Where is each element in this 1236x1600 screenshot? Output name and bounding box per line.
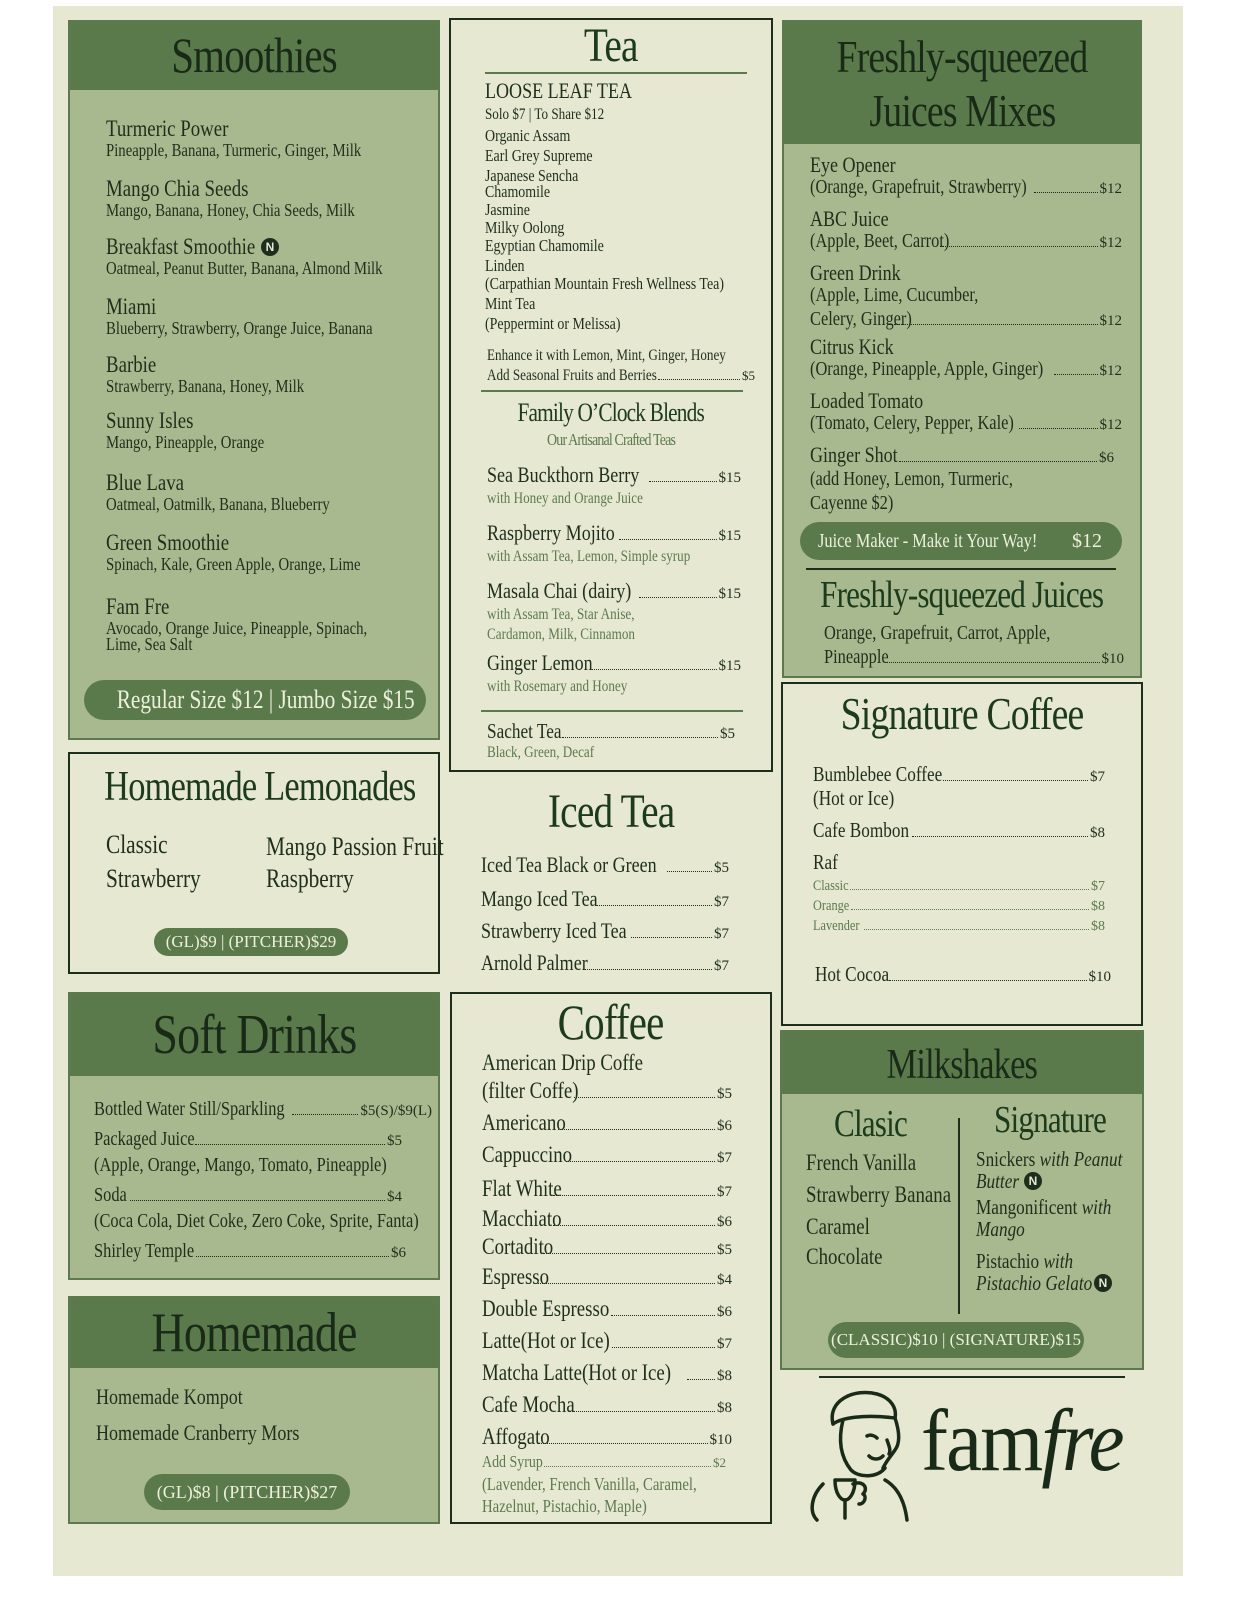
loose-leaf-item: Chamomile (485, 182, 551, 201)
loose-leaf-item: Milky Oolong (485, 218, 565, 237)
smoothie-name: Miami (106, 294, 157, 319)
loose-leaf-item: Mint Tea (485, 294, 536, 313)
smoothie-name: Green Smoothie (106, 530, 230, 555)
tea-title: Tea (584, 19, 638, 72)
signature-shake: Mangonificent with (976, 1195, 1112, 1219)
person-drinking-icon (803, 1384, 921, 1524)
juice-row: Celery, Ginger) $12 (810, 308, 1122, 330)
juice-maker-button[interactable]: Juice Maker - Make it Your Way! $12 (800, 522, 1122, 560)
juice-ingredients: (Apple, Lime, Cucumber, (810, 284, 979, 306)
smoothies-section (68, 20, 440, 740)
soft-drink-note: (Coca Cola, Diet Coke, Zero Coke, Sprite, Fanta) (94, 1210, 419, 1232)
loose-leaf-price: Solo $7 | To Share $12 (485, 106, 605, 123)
juice-name: Loaded Tomato (810, 388, 924, 413)
signature-shake: Pistachio with (976, 1249, 1074, 1273)
raf-heading: Raf (813, 850, 838, 874)
classic-shake: Caramel (806, 1214, 870, 1239)
classic-shake: French Vanilla (806, 1150, 917, 1175)
menu-page (53, 6, 1183, 1576)
tea-enhance: Enhance it with Lemon, Mint, Ginger, Honey (487, 347, 726, 364)
signature-shake: Mango (976, 1217, 1025, 1241)
blend-desc: with Assam Tea, Star Anise, (487, 606, 635, 623)
soft-drink-row: Packaged Juice $5 (94, 1128, 402, 1150)
homemade-price-pill: (GL)$8 | (PITCHER)$27 (144, 1474, 350, 1510)
nut-allergy-icon: N (1024, 1172, 1042, 1190)
milkshakes-signature-title: Signature (994, 1099, 1107, 1141)
coffee-title: Coffee (558, 994, 664, 1050)
sig-coffee-row: Bumblebee Coffee $7 (813, 762, 1105, 786)
coffee-first-line: American Drip Coffe (482, 1050, 643, 1075)
coffee-section (450, 992, 772, 1524)
juice-name: Eye Opener (810, 152, 896, 177)
smoothie-desc: Lime, Sea Salt (106, 634, 193, 654)
soft-drink-row: Bottled Water Still/Sparkling $5(S)/$9(L) (94, 1098, 432, 1120)
classic-shake: Strawberry Banana (806, 1182, 952, 1207)
blend-desc: with Honey and Orange Juice (487, 490, 643, 507)
loose-leaf-heading: LOOSE LEAF TEA (485, 78, 632, 103)
syrup-note: (Lavender, French Vanilla, Caramel, (482, 1474, 697, 1494)
juice-mixes-section (782, 20, 1142, 678)
fresh-juices-row: Pineapple $10 (824, 646, 1124, 668)
smoothie-desc: Strawberry, Banana, Honey, Milk (106, 376, 305, 396)
sachet-tea-row: Sachet Tea $5 (487, 719, 735, 743)
brand-logo (803, 1374, 1163, 1534)
signature-coffee-title: Signature Coffee (840, 688, 1084, 739)
smoothie-name: Blue Lava (106, 470, 185, 495)
lemonades-price-pill: (GL)$9 | (PITCHER)$29 (154, 928, 348, 956)
sig-coffee-row: Hot Cocoa $10 (815, 962, 1111, 986)
blends-subtitle: Our Artisanal Crafted Teas (546, 430, 676, 449)
coffee-row: Matcha Latte(Hot or Ice) $8 (482, 1360, 732, 1385)
loose-leaf-item: (Peppermint or Melissa) (485, 314, 621, 333)
lemonade-item: Raspberry (266, 864, 354, 893)
blend-row: Raspberry Mojito $15 (487, 520, 741, 545)
juice-name: Citrus Kick (810, 334, 894, 359)
coffee-row: Espresso $4 (482, 1264, 732, 1289)
blend-row: Masala Chai (dairy) $15 (487, 578, 741, 603)
milkshakes-title: Milkshakes (782, 1032, 1142, 1094)
coffee-row: Cappuccino $7 (482, 1142, 732, 1167)
raf-row: Lavender $8 (813, 918, 1105, 934)
smoothie-desc: Mango, Banana, Honey, Chia Seeds, Milk (106, 200, 355, 220)
lemonade-item: Mango Passion Fruit (266, 832, 444, 861)
blend-desc: with Assam Tea, Lemon, Simple syrup (487, 548, 691, 565)
loose-leaf-item: Jasmine (485, 200, 530, 219)
juice-name: Green Drink (810, 260, 901, 285)
juice-row: Ginger Shot $6 (810, 442, 1114, 467)
coffee-row: Affogato $10 (482, 1424, 732, 1449)
blend-desc: with Rosemary and Honey (487, 678, 628, 695)
homemade-section (68, 1296, 440, 1524)
loose-leaf-item: Earl Grey Supreme (485, 146, 593, 165)
raf-row: Orange $8 (813, 898, 1105, 914)
loose-leaf-item: Organic Assam (485, 126, 571, 145)
loose-leaf-item: (Carpathian Mountain Fresh Wellness Tea) (485, 274, 724, 293)
nut-allergy-icon: N (261, 238, 279, 256)
classic-shake: Chocolate (806, 1244, 883, 1269)
coffee-row: (filter Coffe) $5 (482, 1078, 732, 1103)
tea-section (449, 18, 773, 772)
juice-row: (Apple, Beet, Carrot) $12 (810, 230, 1122, 252)
sachet-tea-desc: Black, Green, Decaf (487, 744, 595, 761)
raf-row: Classic $7 (813, 878, 1105, 894)
juice-mixes-title: Freshly-squeezed Juices Mixes (784, 22, 1140, 144)
soft-drink-note: (Apple, Orange, Mango, Tomato, Pineapple) (94, 1154, 387, 1176)
homemade-title: Homemade (70, 1298, 438, 1368)
smoothie-desc: Pineapple, Banana, Turmeric, Ginger, Milk (106, 140, 362, 160)
juice-row: (Orange, Grapefruit, Strawberry) $12 (810, 176, 1122, 198)
soft-drink-row: Shirley Temple $6 (94, 1240, 406, 1262)
syrup-row: Add Syrup $2 (482, 1452, 726, 1471)
signature-shake: Butter N (976, 1170, 1029, 1192)
soft-drinks-section (68, 992, 440, 1280)
juice-row: (Orange, Pineapple, Apple, Ginger) $12 (810, 358, 1122, 380)
milkshakes-classic-title: Clasic (834, 1103, 907, 1145)
ginger-shot-note: Cayenne $2) (810, 492, 894, 514)
lemonades-title: Homemade Lemonades (104, 764, 416, 810)
smoothie-desc: Blueberry, Strawberry, Orange Juice, Banana (106, 318, 373, 338)
sig-coffee-row: Cafe Bombon $8 (813, 818, 1105, 842)
homemade-item: Homemade Kompot (96, 1384, 243, 1409)
blend-row: Sea Buckthorn Berry $15 (487, 462, 741, 487)
homemade-item: Homemade Cranberry Mors (96, 1420, 300, 1445)
coffee-row: Flat White $7 (482, 1176, 732, 1201)
iced-tea-row: Mango Iced Tea $7 (481, 886, 729, 911)
soft-drink-row: Soda $4 (94, 1184, 402, 1206)
smoothies-title: Smoothies (70, 22, 438, 90)
blend-row: Ginger Lemon $15 (487, 650, 741, 675)
iced-tea-row: Arnold Palmer $7 (481, 950, 729, 975)
sig-coffee-note: (Hot or Ice) (813, 786, 895, 810)
smoothies-price-pill: Regular Size $12 | Jumbo Size $15 (84, 680, 426, 720)
tea-add-seasonal: Add Seasonal Fruits and Berries $5 (487, 367, 755, 384)
smoothie-name: Fam Fre (106, 594, 170, 619)
smoothie-name: Sunny Isles (106, 408, 194, 433)
coffee-row: Cortadito $5 (482, 1234, 732, 1259)
milkshakes-section (780, 1030, 1144, 1370)
milkshakes-price-pill: (CLASSIC)$10 | (SIGNATURE)$15 (828, 1322, 1084, 1358)
smoothie-desc: Mango, Pineapple, Orange (106, 432, 265, 452)
iced-tea-section (449, 784, 773, 984)
coffee-row: Latte(Hot or Ice) $7 (482, 1328, 732, 1353)
smoothie-desc: Oatmeal, Oatmilk, Banana, Blueberry (106, 494, 330, 514)
signature-coffee-section (781, 682, 1143, 1026)
soft-drinks-title: Soft Drinks (70, 994, 438, 1076)
smoothie-desc: Spinach, Kale, Green Apple, Orange, Lime (106, 554, 361, 574)
ginger-shot-note: (add Honey, Lemon, Turmeric, (810, 468, 1014, 490)
iced-tea-row: Strawberry Iced Tea $7 (481, 918, 729, 943)
signature-shake: Pistachio Gelato N (976, 1272, 1118, 1294)
smoothie-name: Breakfast Smoothie N (106, 236, 288, 258)
coffee-row: Cafe Mocha $8 (482, 1392, 732, 1417)
coffee-row: Americano $6 (482, 1110, 732, 1135)
iced-tea-title: Iced Tea (547, 785, 675, 838)
iced-tea-row: Iced Tea Black or Green $5 (481, 852, 729, 877)
coffee-row: Macchiato $6 (482, 1206, 732, 1231)
signature-shake: Snickers with Peanut (976, 1147, 1123, 1171)
nut-allergy-icon: N (1094, 1274, 1112, 1292)
smoothie-name: Barbie (106, 352, 157, 377)
smoothie-desc: Avocado, Orange Juice, Pineapple, Spinach, (106, 618, 368, 638)
blend-desc: Cardamon, Milk, Cinnamon (487, 626, 635, 643)
fresh-juices-title: Freshly-squeezed Juices (820, 574, 1104, 616)
lemonades-section (68, 752, 444, 974)
syrup-note: Hazelnut, Pistachio, Maple) (482, 1496, 647, 1516)
smoothie-name: Turmeric Power (106, 116, 229, 141)
blends-title: Family O’Clock Blends (517, 398, 705, 427)
lemonade-item: Classic (106, 830, 168, 859)
smoothie-desc: Oatmeal, Peanut Butter, Banana, Almond Milk (106, 258, 383, 278)
juice-name: ABC Juice (810, 206, 889, 231)
smoothie-name: Mango Chia Seeds (106, 176, 249, 201)
brand-wordmark: famfre (921, 1393, 1123, 1490)
coffee-row: Double Espresso $6 (482, 1296, 732, 1321)
lemonade-item: Strawberry (106, 864, 201, 893)
loose-leaf-item: Linden (485, 256, 525, 275)
loose-leaf-item: Egyptian Chamomile (485, 236, 604, 255)
juice-row: (Tomato, Celery, Pepper, Kale) $12 (810, 412, 1122, 434)
loose-leaf-item: Japanese Sencha (485, 166, 579, 185)
fresh-juices-line: Orange, Grapefruit, Carrot, Apple, (824, 622, 1051, 644)
